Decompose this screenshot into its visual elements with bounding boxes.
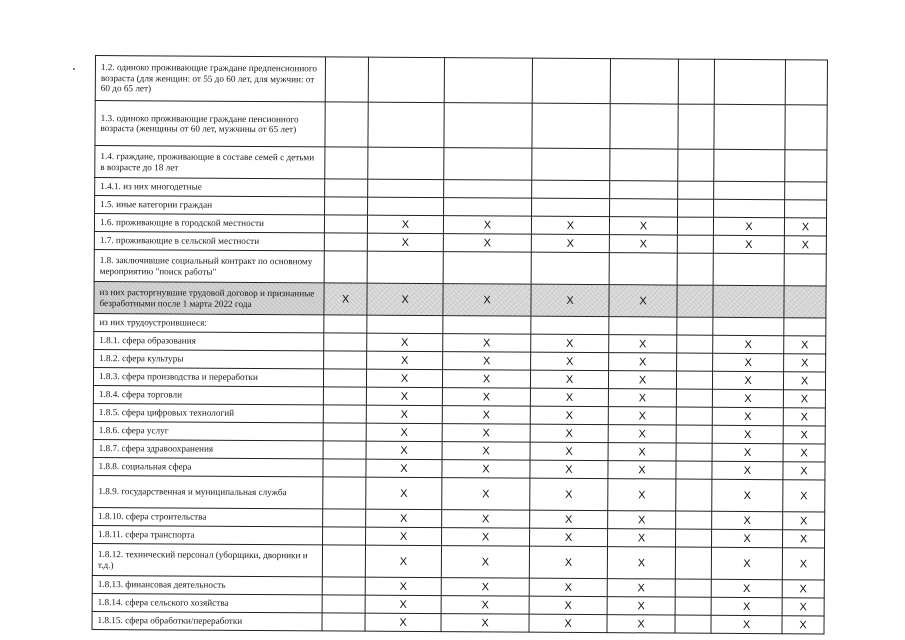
row-label: 1.8.11. сфера транспорта (93, 525, 323, 544)
row-label: 1.8.8. социальная сфера (93, 457, 323, 476)
statistics-table (91, 55, 827, 634)
mark-cell: X (530, 478, 608, 510)
mark-cell: X (443, 334, 531, 353)
mark-cell (677, 285, 713, 317)
mark-cell: X (529, 614, 607, 632)
mark-cell (677, 253, 713, 285)
mark-cell: X (608, 529, 676, 547)
mark-cell: X (367, 215, 443, 233)
row-label: 1.8.2. сфера культуры (94, 349, 324, 368)
mark-cell (676, 389, 712, 407)
mark-cell (676, 511, 712, 529)
mark-cell: X (712, 371, 783, 389)
mark-cell (676, 407, 712, 425)
mark-cell (714, 59, 785, 104)
mark-cell: X (441, 596, 529, 615)
row-label: 1.8.3. сфера производства и переработки (93, 367, 323, 386)
mark-cell (785, 200, 827, 218)
mark-cell (322, 545, 365, 577)
mark-cell: X (608, 443, 676, 461)
mark-cell (325, 197, 368, 215)
mark-cell (368, 147, 444, 179)
mark-cell (367, 251, 443, 283)
mark-cell (677, 335, 713, 353)
mark-cell (676, 461, 712, 479)
mark-cell: X (713, 217, 784, 235)
mark-cell: X (782, 598, 824, 616)
mark-cell: X (366, 387, 442, 405)
mark-cell (610, 199, 678, 217)
mark-cell (676, 443, 712, 461)
table-row (95, 56, 827, 105)
mark-cell (676, 529, 712, 547)
mark-cell: X (609, 235, 677, 253)
mark-cell: X (365, 613, 441, 631)
mark-cell: X (531, 216, 609, 234)
mark-cell (610, 181, 678, 199)
mark-cell: X (530, 510, 608, 528)
mark-cell: X (713, 353, 784, 371)
mark-cell (325, 57, 368, 102)
mark-cell (784, 254, 826, 286)
row-label: из них расторгнувшие трудовой договор и признанные безработными после 1 марта 2022 года (94, 281, 324, 314)
mark-cell: X (608, 461, 676, 479)
table-body (92, 56, 827, 634)
mark-cell: X (609, 353, 677, 371)
mark-cell (675, 597, 711, 615)
mark-cell: X (608, 389, 676, 407)
mark-cell (323, 459, 366, 477)
mark-cell: X (531, 334, 609, 352)
table-row (92, 543, 824, 579)
mark-cell (678, 149, 714, 181)
row-label: 1.2. одиноко проживающие граждане предпенсионного возраста (для женщин: от 55 до 60 лет, для мужчин: от 60 до 65 лет) (95, 56, 325, 102)
mark-cell: X (530, 424, 608, 442)
mark-cell (532, 103, 610, 148)
mark-cell: X (607, 597, 675, 615)
mark-cell (676, 371, 712, 389)
mark-cell: X (443, 284, 531, 317)
mark-cell: X (782, 580, 824, 598)
mark-cell: X (609, 217, 677, 235)
row-label: из них трудоустроившиеся: (94, 313, 324, 332)
mark-cell (714, 104, 785, 149)
mark-cell (678, 181, 714, 199)
mark-cell (324, 315, 367, 333)
mark-cell: X (784, 218, 826, 236)
mark-cell (714, 149, 785, 181)
mark-cell: X (783, 408, 825, 426)
row-label: 1.8.10. сфера строительства (93, 507, 323, 526)
mark-cell: X (365, 577, 441, 595)
mark-cell: X (443, 352, 531, 371)
mark-cell: X (441, 578, 529, 597)
mark-cell: X (531, 352, 609, 370)
mark-cell (610, 59, 678, 104)
mark-cell: X (366, 405, 442, 423)
scan-speck (73, 68, 75, 70)
row-label: 1.4.1. из них многодетные (95, 178, 325, 197)
mark-cell (444, 148, 532, 181)
mark-cell: X (782, 616, 824, 634)
mark-cell (678, 59, 714, 104)
mark-cell: X (711, 615, 782, 633)
mark-cell: X (442, 442, 530, 461)
mark-cell: X (712, 443, 783, 461)
mark-cell (785, 182, 827, 200)
mark-cell (443, 252, 531, 285)
mark-cell: X (366, 441, 442, 459)
mark-cell: X (783, 480, 825, 512)
mark-cell: X (443, 234, 531, 253)
mark-cell (532, 148, 610, 180)
row-label: 1.8.15. сфера обработки/переработки (92, 611, 322, 630)
mark-cell (444, 198, 532, 217)
mark-cell: X (367, 233, 443, 251)
row-label: 1.8.13. финансовая деятельность (92, 575, 322, 594)
mark-cell (532, 180, 610, 198)
row-label: 1.8. заключившие социальный контракт по основному мероприятию "поиск работы" (94, 249, 324, 282)
table-row (92, 611, 824, 633)
mark-cell (785, 150, 827, 182)
mark-cell: X (442, 510, 530, 529)
mark-cell (367, 315, 443, 333)
mark-cell (531, 252, 609, 284)
mark-cell: X (367, 351, 443, 369)
mark-cell: X (442, 528, 530, 547)
mark-cell: X (531, 234, 609, 252)
mark-cell (610, 104, 678, 149)
mark-cell (323, 387, 366, 405)
mark-cell (676, 479, 712, 511)
mark-cell: X (367, 333, 443, 351)
mark-cell: X (442, 388, 530, 407)
mark-cell (677, 317, 713, 335)
mark-cell: X (607, 547, 675, 579)
mark-cell (323, 477, 366, 509)
mark-cell (324, 215, 367, 233)
mark-cell: X (366, 527, 442, 545)
mark-cell: X (531, 284, 609, 316)
mark-cell (785, 105, 827, 150)
mark-cell (785, 60, 827, 105)
mark-cell: X (712, 511, 783, 529)
mark-cell (678, 199, 714, 217)
mark-cell: X (530, 370, 608, 388)
mark-cell (323, 509, 366, 527)
mark-cell (323, 423, 366, 441)
mark-cell: X (711, 597, 782, 615)
mark-cell: X (441, 614, 529, 633)
mark-cell: X (607, 615, 675, 633)
mark-cell (676, 425, 712, 443)
mark-cell (610, 149, 678, 181)
mark-cell: X (609, 285, 677, 317)
mark-cell: X (783, 372, 825, 390)
mark-cell: X (608, 425, 676, 443)
mark-cell (675, 547, 711, 579)
mark-cell: X (443, 216, 531, 235)
row-label: 1.5. иные категории граждан (95, 196, 325, 215)
mark-cell: X (442, 406, 530, 425)
mark-cell (368, 197, 444, 215)
mark-cell (323, 527, 366, 545)
mark-cell (713, 317, 784, 335)
mark-cell (324, 351, 367, 369)
mark-cell: X (711, 579, 782, 597)
row-label: 1.6. проживающие в городской местности (94, 214, 324, 233)
mark-cell: X (366, 477, 442, 509)
row-label: 1.4. граждане, проживающие в составе семей с детьми в возрасте до 18 лет (95, 146, 325, 179)
mark-cell (368, 102, 444, 147)
mark-cell (324, 333, 367, 351)
mark-cell (325, 102, 368, 147)
row-label: 1.8.6. сфера услуг (93, 421, 323, 440)
mark-cell (368, 57, 444, 102)
row-label: 1.8.1. сфера образования (94, 331, 324, 350)
mark-cell: X (712, 479, 783, 511)
mark-cell: X (712, 407, 783, 425)
mark-cell: X (530, 442, 608, 460)
mark-cell: X (712, 461, 783, 479)
mark-cell (444, 103, 532, 149)
mark-cell: X (608, 407, 676, 425)
mark-cell (368, 179, 444, 197)
row-label: 1.3. одиноко проживающие граждане пенсионного возраста (женщины от 60 лет, мужчины от 65 лет) (95, 101, 325, 147)
mark-cell (713, 253, 784, 285)
mark-cell: X (713, 335, 784, 353)
mark-cell: X (530, 406, 608, 424)
mark-cell: X (530, 388, 608, 406)
table-row (94, 249, 826, 285)
table-row (94, 281, 826, 317)
mark-cell (784, 318, 826, 336)
mark-cell: X (365, 545, 441, 577)
mark-cell (323, 405, 366, 423)
mark-cell: X (609, 335, 677, 353)
mark-cell: X (529, 578, 607, 596)
mark-cell: X (366, 509, 442, 527)
mark-cell: X (711, 547, 782, 579)
mark-cell: X (366, 423, 442, 441)
table-row (95, 101, 827, 150)
mark-cell: X (529, 546, 607, 578)
mark-cell (444, 58, 532, 104)
mark-cell (323, 369, 366, 387)
mark-cell: X (784, 336, 826, 354)
mark-cell: X (442, 424, 530, 443)
mark-cell: X (530, 528, 608, 546)
table-row (93, 475, 825, 511)
mark-cell: X (712, 389, 783, 407)
mark-cell (677, 353, 713, 371)
mark-cell (784, 286, 826, 318)
mark-cell (322, 613, 365, 631)
mark-cell: X (782, 548, 824, 580)
mark-cell (325, 147, 368, 179)
mark-cell: X (366, 369, 442, 387)
mark-cell (713, 285, 784, 317)
row-label: 1.8.7. сфера здравоохранения (93, 439, 323, 458)
mark-cell: X (442, 478, 530, 511)
mark-cell (323, 441, 366, 459)
mark-cell: X (365, 595, 441, 613)
row-label: 1.8.12. технический персонал (уборщики, дворники и т.д.) (92, 543, 322, 576)
mark-cell: X (608, 479, 676, 511)
mark-cell (677, 235, 713, 253)
mark-cell (324, 233, 367, 251)
mark-cell (322, 577, 365, 595)
row-label: 1.8.14. сфера сельского хозяйства (92, 593, 322, 612)
mark-cell (714, 199, 785, 217)
row-label: 1.8.5. сфера цифровых технологий (93, 403, 323, 422)
mark-cell (443, 316, 531, 335)
mark-cell: X (783, 530, 825, 548)
mark-cell: X (366, 459, 442, 477)
mark-cell (714, 181, 785, 199)
mark-cell (322, 595, 365, 613)
mark-cell: X (783, 390, 825, 408)
mark-cell: X (712, 425, 783, 443)
mark-cell (678, 104, 714, 149)
mark-cell: X (608, 511, 676, 529)
mark-cell: X (784, 354, 826, 372)
mark-cell (609, 253, 677, 285)
mark-cell: X (783, 426, 825, 444)
mark-cell: X (324, 283, 367, 315)
mark-cell (609, 317, 677, 335)
mark-cell: X (607, 579, 675, 597)
scan-speck (566, 614, 569, 615)
mark-cell: X (608, 371, 676, 389)
mark-cell: X (367, 283, 443, 315)
mark-cell (532, 198, 610, 216)
mark-cell: X (441, 546, 529, 579)
mark-cell: X (783, 462, 825, 480)
mark-cell (675, 615, 711, 633)
mark-cell: X (442, 460, 530, 479)
mark-cell (531, 316, 609, 334)
mark-cell (325, 179, 368, 197)
mark-cell: X (783, 512, 825, 530)
mark-cell (324, 251, 367, 283)
table-row (95, 146, 827, 182)
mark-cell: X (713, 235, 784, 253)
mark-cell: X (784, 236, 826, 254)
mark-cell (532, 58, 610, 103)
mark-cell (444, 180, 532, 199)
mark-cell: X (783, 444, 825, 462)
mark-cell (675, 579, 711, 597)
mark-cell: X (529, 596, 607, 614)
row-label: 1.8.9. государственная и муниципальная служба (93, 475, 323, 508)
row-label: 1.7. проживающие в сельской местности (94, 231, 324, 250)
mark-cell: X (530, 460, 608, 478)
mark-cell (677, 217, 713, 235)
mark-cell: X (442, 370, 530, 389)
row-label: 1.8.4. сфера торговли (93, 385, 323, 404)
mark-cell: X (712, 529, 783, 547)
